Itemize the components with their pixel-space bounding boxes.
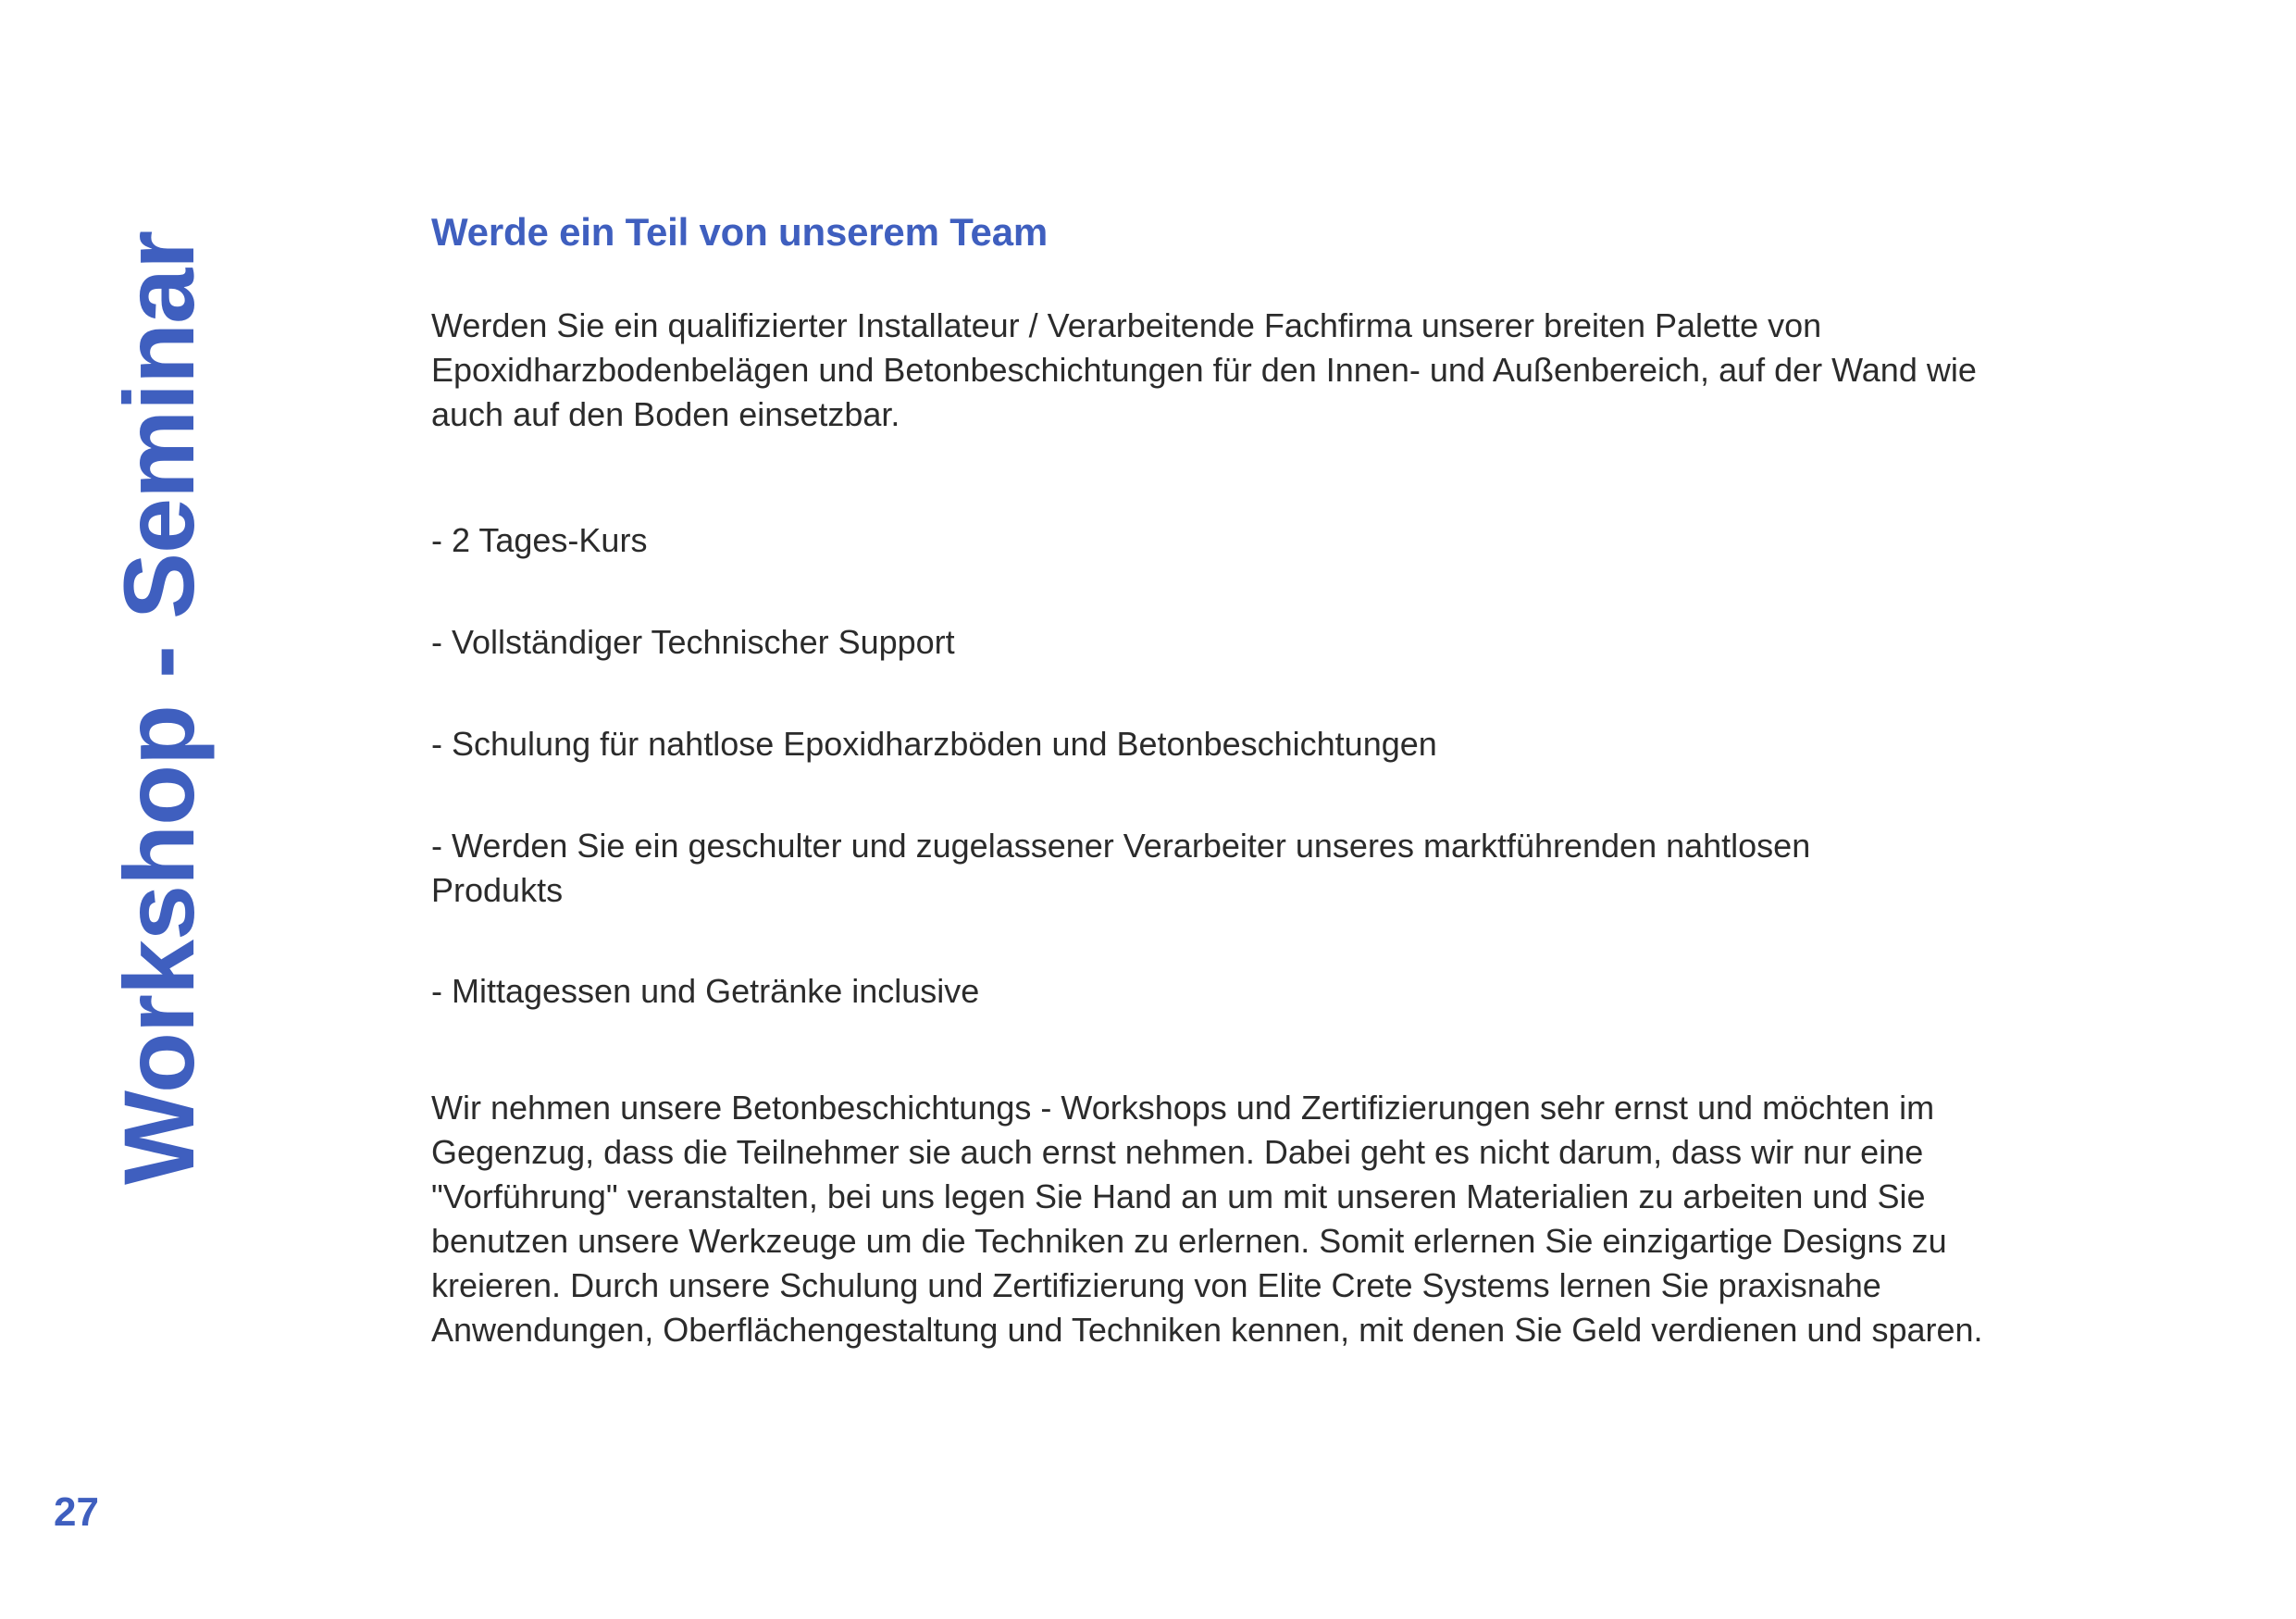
benefits-list — [431, 518, 2004, 1014]
closing-paragraph: Wir nehmen unsere Betonbeschichtungs - Workshops und Zertifizierungen sehr ernst und möchten im Gegenzug, dass die Teilnehmer sie auch ernst nehmen. Dabei geht es nicht darum, dass wir nur eine "Vorführung" veranstalten, bei uns legen Sie Hand an um mit unseren Materialien zu arbeiten und Sie benutzen unsere Werkzeuge um die Techniken zu erlernen. Somit erlernen Sie einzigartige Designs zu kreieren. Durch unsere Schulung und Zertifizierung von Elite Crete Systems lernen Sie praxisnahe Anwendungen, Oberflächengestaltung und Techniken kennen, mit denen Sie Geld verdienen und sparen. — [431, 1089, 1983, 1349]
main-content — [431, 209, 2004, 1352]
page-number: 27 — [54, 1489, 99, 1535]
vertical-section-title: Workshop - Seminar — [103, 230, 215, 1185]
intro-paragraph: Werden Sie ein qualifizierter Installateur / Verarbeitende Fachfirma unserer breiten Palette von Epoxidharzbodenbelägen und Betonbeschichtungen für den Innen- und Außenbereich, auf der Wand wie auch auf den Boden einsetzbar. — [431, 306, 1977, 434]
list-item: - Vollständiger Technischer Support — [431, 622, 955, 661]
list-item: - 2 Tages-Kurs — [431, 521, 648, 560]
side-title-container — [0, 0, 278, 1314]
list-item: - Mittagessen und Getränke inclusive — [431, 972, 980, 1011]
list-item: - Schulung für nahtlose Epoxidharzböden und Betonbeschichtungen — [431, 724, 1437, 763]
list-item: - Werden Sie ein geschulter und zugelassener Verarbeiter unseres marktführenden nahtlosen Produkts — [431, 826, 1811, 909]
page-title: Werde ein Teil von unserem Team — [431, 210, 1049, 254]
